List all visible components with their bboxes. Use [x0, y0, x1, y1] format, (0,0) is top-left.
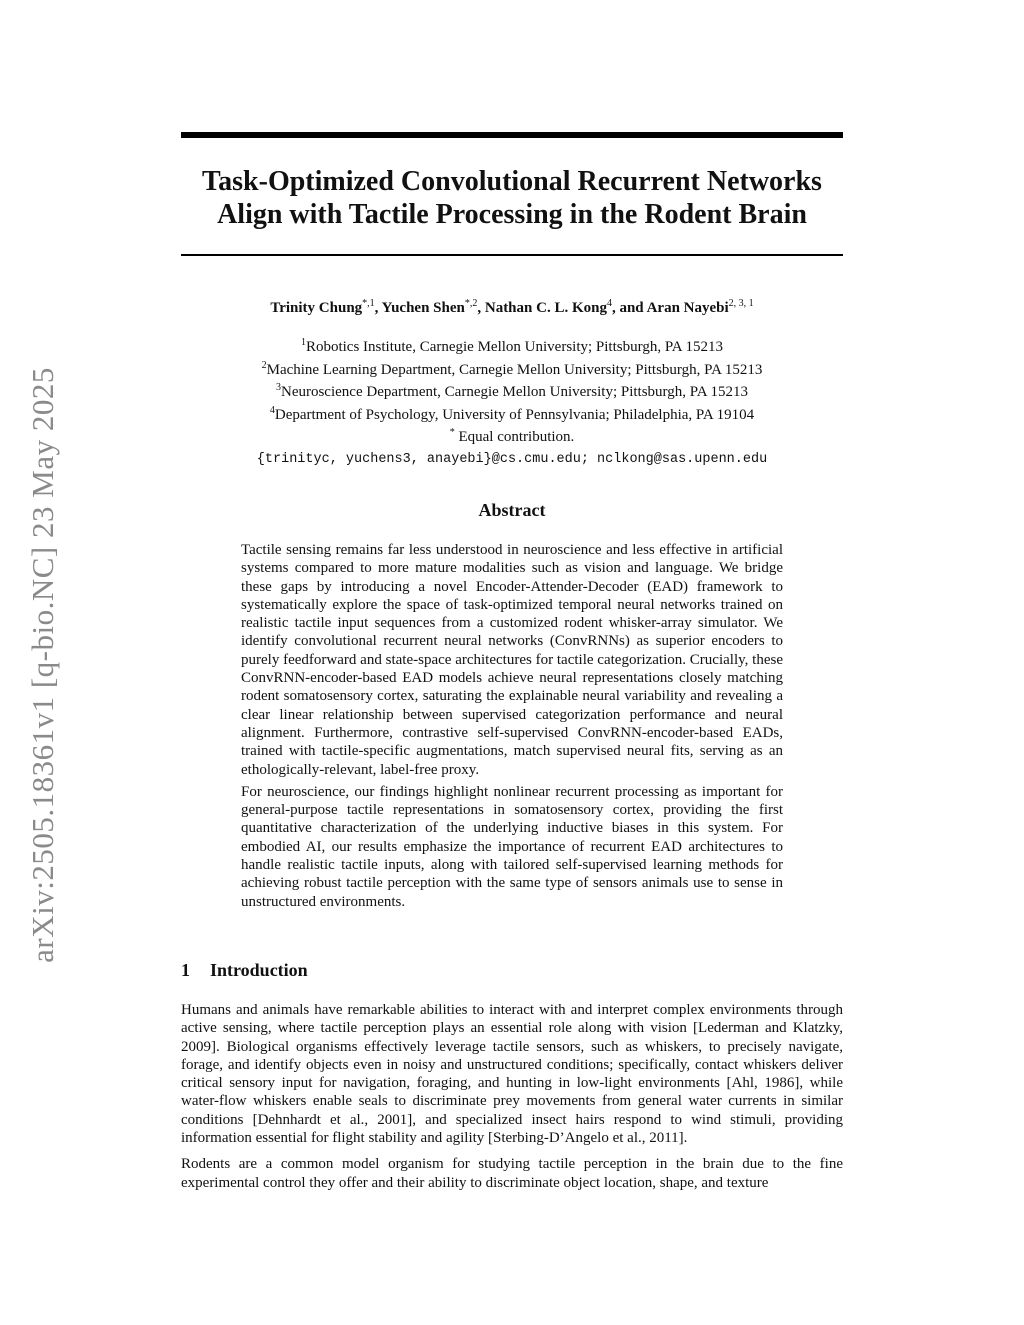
- affiliation-sup: 3: [275, 382, 281, 393]
- title-line-2: Align with Tactile Processing in the Rodent Brain: [217, 199, 807, 230]
- body-paragraph: Rodents are a common model organism for studying tactile perception in the brain due to the fine experimental control they offer and their ability to discriminate object location, shape, and texture: [181, 1156, 843, 1191]
- abstract: [241, 541, 783, 915]
- section-number: 1: [181, 960, 190, 980]
- author-affil-sup: *,1: [362, 298, 375, 309]
- affiliation-line: [181, 334, 843, 357]
- body-paragraph: Humans and animals have remarkable abilities to interact with and interpret complex environments through active sensing, where tactile perception plays an essential role along with vision [Lederman and Klatzky, 2009]. Biological organisms effectively leverage tactile sensors, such as whiskers, to precisely navigate, forage, and identify objects even in noisy and unstructured conditions; specifically, contact whiskers deliver critical sensory input for navigation, foraging, and hunting in low-light environments [Ahl, 1986], while water-flow whiskers enable seals to discriminate prey movements from general water currents in similar conditions [Dehnhardt et al., 2001], and specialized insect hairs respond to wind stimuli, providing information essential for flight stability and agility [Sterbing-D’Angelo et al., 2011].: [181, 1002, 843, 1147]
- author-affil-sup: 4: [606, 298, 612, 309]
- affiliation-sup: 1: [300, 337, 306, 348]
- author-name: Trinity Chung: [270, 300, 363, 316]
- affiliation-sup: 4: [269, 404, 275, 416]
- author-emails: {trinityc, yuchens3, anayebi}@cs.cmu.edu; nclkong@sas.upenn.edu: [256, 451, 768, 467]
- affiliation-sup: *: [449, 427, 455, 438]
- affiliation-text: Equal contribution.: [454, 429, 575, 445]
- abstract-paragraph: For neuroscience, our findings highlight nonlinear recurrent processing as important for general-purpose tactile representations in somatosensory cortex, providing the first quantitative characterization of the underlying inductive biases in this system. For embodied AI, our results emphasize the importance of recurrent EAD architectures to handle realistic tactile inputs, along with tailored self-supervised learning methods for achieving robust tactile perception with the same type of sensors animals use to sense in unstructured environments.: [241, 783, 783, 910]
- author-name: Aran Nayebi: [646, 300, 729, 316]
- paper-title: [181, 165, 843, 231]
- author-list: [181, 298, 843, 317]
- affiliation-line: [181, 357, 843, 380]
- abstract-paragraph: Tactile sensing remains far less understood in neuroscience and less effective in artificial systems compared to more mature modalities such as vision and language. We bridge these gaps by introducing a novel Encoder-Attender-Decoder (EAD) framework to systematically explore the space of task-optimized temporal neural networks trained on realistic tactile input sequences from a customized rodent whisker-array simulator. We identify convolutional recurrent neural networks (ConvRNNs) as superior encoders to purely feedforward and state-space architectures for tactile categorization. Crucially, these ConvRNN-encoder-based EAD models achieve neural representations closely matching rodent somatosensory cortex, saturating the explainable neural variability and revealing a clear linear relationship between supervised categorization performance and neural alignment. Furthermore, contrastive self-supervised ConvRNN-encoder-based EADs, trained with tactile-specific augmentations, match supervised neural fits, serving as an ethologically-relevant, label-free proxy.: [241, 542, 783, 778]
- author-sep: ,: [374, 300, 382, 316]
- author-sep: ,: [477, 300, 485, 316]
- author-name: Yuchen Shen: [381, 300, 465, 316]
- affiliation-line: [181, 379, 843, 402]
- title-bottom-rule: [181, 254, 843, 256]
- title-top-rule: [181, 132, 843, 138]
- introduction-body: [181, 1001, 843, 1200]
- affiliation-sup: 2: [261, 359, 267, 371]
- equal-contribution-note: [181, 424, 843, 447]
- arxiv-stamp-text: arXiv:2505.18361v1 [q-bio.NC] 23 May 2025: [25, 367, 60, 963]
- author-affil-sup: *,2: [464, 298, 478, 309]
- arxiv-stamp: [8, 340, 78, 990]
- affiliation-text: Neuroscience Department, Carnegie Mellon University; Pittsburgh, PA 15213: [280, 384, 748, 400]
- affiliation-text: Department of Psychology, University of Pennsylvania; Philadelphia, PA 19104: [274, 406, 755, 423]
- affiliations: [181, 334, 843, 469]
- abstract-heading: Abstract: [478, 500, 546, 520]
- author-sep: , and: [611, 300, 647, 316]
- affiliation-text: Machine Learning Department, Carnegie Mellon University; Pittsburgh, PA 15213: [266, 361, 763, 378]
- title-line-1: Task-Optimized Convolutional Recurrent Networks: [202, 166, 822, 197]
- affiliation-line: [181, 402, 843, 425]
- author-affil-sup: 2, 3, 1: [728, 298, 754, 309]
- section-heading-introduction: [181, 960, 308, 981]
- section-title: Introduction: [210, 960, 308, 980]
- affiliation-text: Robotics Institute, Carnegie Mellon University; Pittsburgh, PA 15213: [305, 339, 724, 355]
- author-name: Nathan C. L. Kong: [484, 300, 607, 316]
